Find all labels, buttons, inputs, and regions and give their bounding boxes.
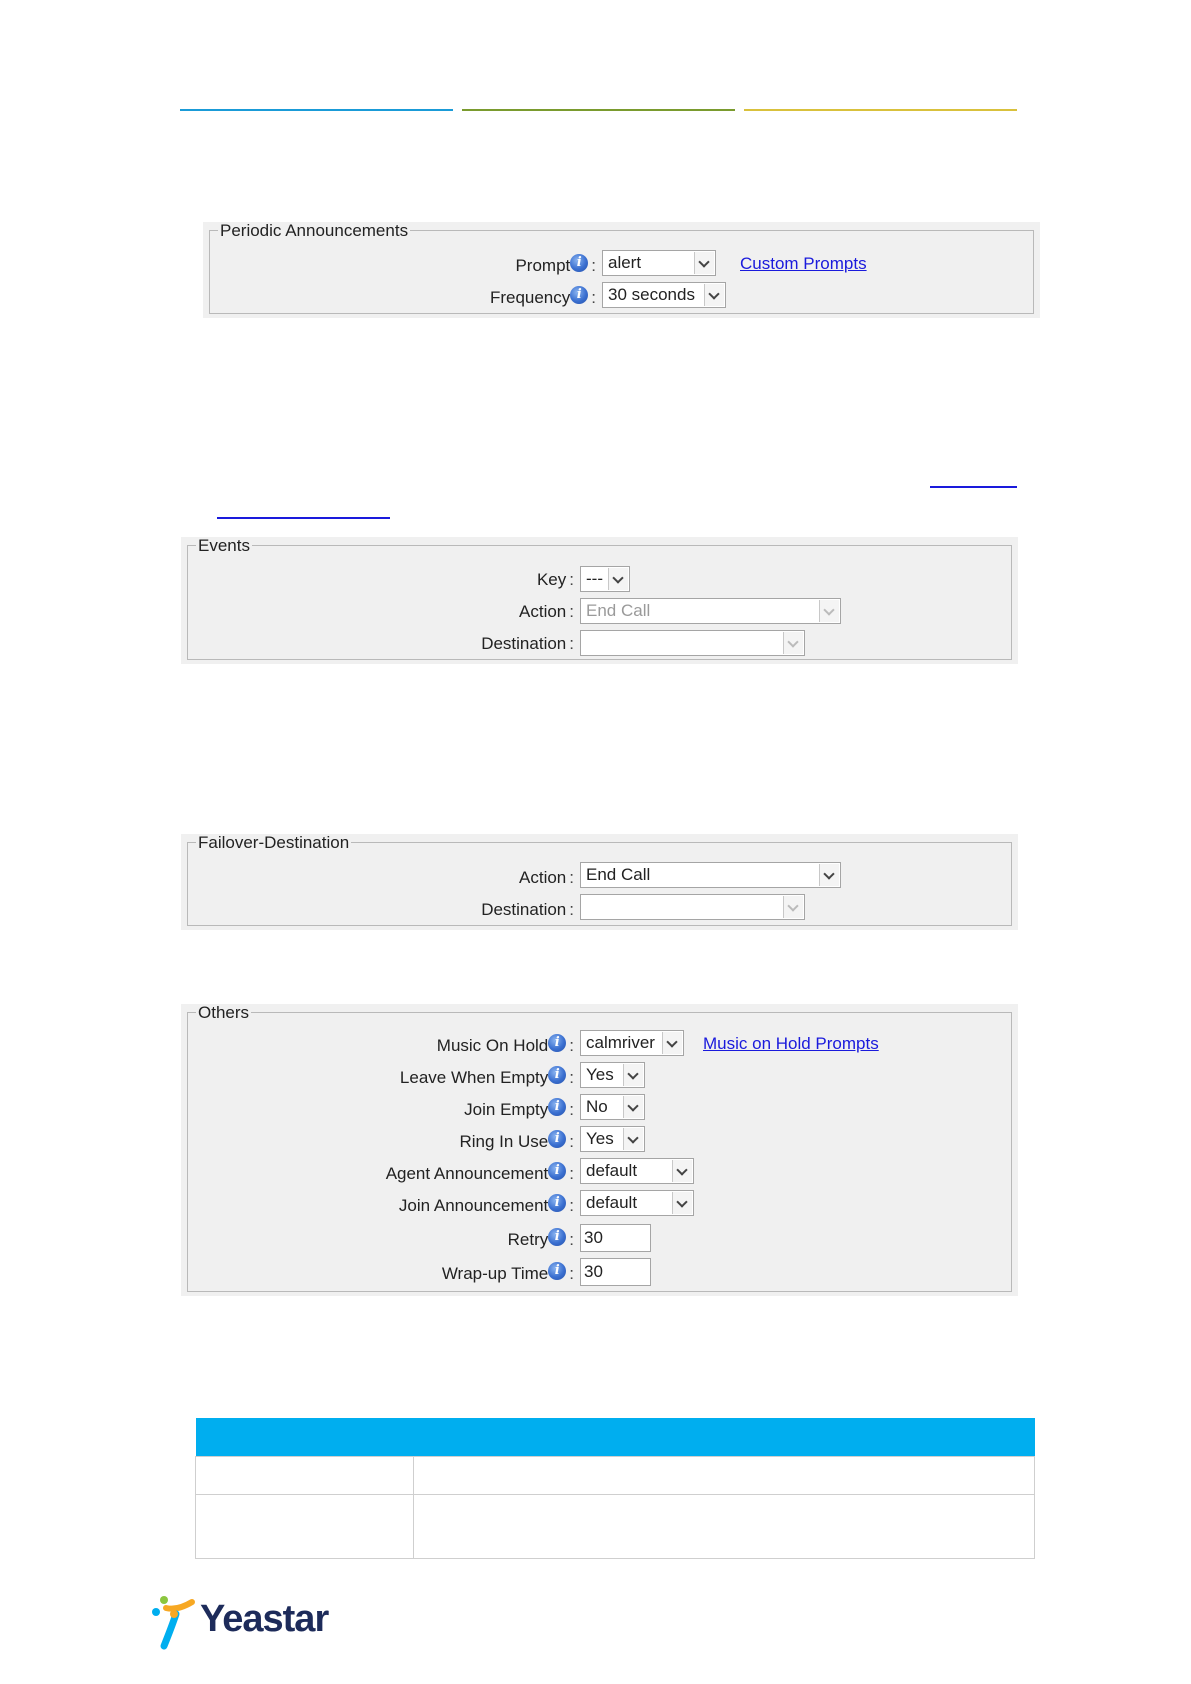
retry-row	[181, 1226, 574, 1252]
link-underline-fragment	[217, 517, 390, 519]
join-announcement-row	[181, 1192, 574, 1218]
header-line-blue	[180, 109, 453, 111]
table-cell	[196, 1457, 414, 1495]
wrapup-time-label-wrap: Wrap-up Time i :	[441, 1263, 574, 1283]
key-select-value: ---	[586, 569, 603, 588]
wrapup-time-input-value: 30	[584, 1262, 603, 1281]
chevron-down-icon	[694, 252, 714, 274]
event-action-row	[181, 598, 574, 624]
retry-label: Retry	[507, 1230, 549, 1249]
event-destination-select[interactable]	[580, 630, 805, 656]
ring-in-use-select[interactable]	[580, 1126, 645, 1152]
leave-when-empty-label: Leave When Empty	[399, 1068, 549, 1087]
frequency-select[interactable]	[602, 282, 726, 308]
periodic-announcements-screenshot	[203, 222, 1040, 318]
join-announcement-select-value: default	[586, 1193, 638, 1212]
leave-when-empty-row	[181, 1064, 574, 1090]
info-icon[interactable]: i	[570, 254, 588, 272]
leave-when-empty-select[interactable]	[580, 1062, 645, 1088]
info-icon[interactable]: i	[548, 1130, 566, 1148]
retry-label-wrap: Retry i :	[507, 1229, 574, 1249]
join-empty-select-value: No	[586, 1097, 608, 1116]
others-screenshot	[181, 1004, 1018, 1296]
prompt-select-value: alert	[608, 253, 642, 272]
failover-legend: Failover-Destination	[198, 833, 350, 852]
join-empty-select[interactable]	[580, 1094, 645, 1120]
frequency-row	[203, 284, 596, 310]
chevron-down-icon	[819, 600, 839, 622]
failover-screenshot	[181, 834, 1018, 930]
event-action-select-value: End Call	[586, 601, 651, 620]
chevron-down-icon	[623, 1064, 643, 1086]
periodic-announcements-legend: Periodic Announcements	[220, 221, 409, 240]
table-row	[196, 1495, 1035, 1559]
event-action-label-wrap: Action :	[519, 602, 574, 621]
leave-when-empty-select-value: Yes	[586, 1065, 614, 1084]
event-action-select[interactable]	[580, 598, 841, 624]
ring-in-use-label: Ring In Use	[459, 1132, 549, 1151]
table-cell	[414, 1457, 1035, 1495]
link-underline-fragment	[930, 486, 1017, 488]
music-on-hold-label: Music On Hold	[436, 1036, 549, 1055]
custom-prompts-link[interactable]: Custom Prompts	[740, 254, 867, 273]
join-empty-row	[181, 1096, 574, 1122]
info-icon[interactable]: i	[548, 1098, 566, 1116]
wrapup-time-row	[181, 1260, 574, 1286]
table-cell	[196, 1495, 414, 1559]
yeastar-logo-icon	[152, 1592, 200, 1652]
music-on-hold-label-wrap: Music On Hold i :	[436, 1035, 574, 1055]
music-on-hold-select[interactable]	[580, 1030, 684, 1056]
header-line-yellow	[744, 109, 1017, 111]
failover-destination-select[interactable]	[580, 894, 805, 920]
frequency-label: Frequency	[489, 288, 571, 307]
chevron-down-icon	[623, 1128, 643, 1150]
failover-action-row	[181, 864, 574, 890]
agent-announcement-label: Agent Announcement	[385, 1164, 549, 1183]
others-legend: Others	[198, 1003, 250, 1022]
chevron-down-icon	[783, 896, 803, 918]
join-announcement-select[interactable]	[580, 1190, 694, 1216]
frequency-label-wrap: Frequency i :	[489, 287, 596, 307]
event-destination-label-wrap: Destination :	[481, 634, 574, 653]
music-on-hold-select-value: calmriver	[586, 1033, 655, 1052]
key-label-wrap: Key :	[536, 570, 574, 589]
failover-destination-label: Destination	[481, 900, 567, 919]
ring-in-use-row	[181, 1128, 574, 1154]
event-action-label: Action	[519, 602, 567, 621]
prompt-label-wrap: Prompt i :	[515, 255, 596, 275]
frequency-select-value: 30 seconds	[608, 285, 695, 304]
events-screenshot	[181, 537, 1018, 664]
key-select[interactable]	[580, 566, 630, 592]
chevron-down-icon	[672, 1192, 692, 1214]
table-header	[196, 1418, 1035, 1457]
yeastar-logo-text: Yeastar	[200, 1598, 329, 1640]
prompt-label: Prompt	[515, 256, 571, 275]
agent-announcement-label-wrap: Agent Announcement i :	[385, 1163, 574, 1183]
wrapup-time-label: Wrap-up Time	[441, 1264, 549, 1283]
chevron-down-icon	[783, 632, 803, 654]
failover-action-label-wrap: Action :	[519, 868, 574, 887]
music-on-hold-row	[181, 1032, 574, 1058]
chevron-down-icon	[608, 568, 628, 590]
leave-when-empty-label-wrap: Leave When Empty i :	[399, 1067, 574, 1087]
wrapup-time-input[interactable]	[580, 1258, 651, 1286]
failover-action-select-value: End Call	[586, 865, 651, 884]
agent-announcement-row	[181, 1160, 574, 1186]
chevron-down-icon	[704, 284, 724, 306]
failover-action-label: Action	[519, 868, 567, 887]
retry-input-value: 30	[584, 1228, 603, 1247]
chevron-down-icon	[819, 864, 839, 886]
agent-announcement-select[interactable]	[580, 1158, 694, 1184]
key-label: Key	[536, 570, 567, 589]
info-icon[interactable]: i	[548, 1194, 566, 1212]
key-row	[181, 566, 574, 592]
header-line-green	[462, 109, 735, 111]
info-icon[interactable]: i	[548, 1034, 566, 1052]
ring-in-use-label-wrap: Ring In Use i :	[459, 1131, 574, 1151]
table-row	[196, 1457, 1035, 1495]
event-destination-label: Destination	[481, 634, 567, 653]
description-table	[195, 1418, 1035, 1559]
info-icon[interactable]: i	[548, 1162, 566, 1180]
info-icon[interactable]: i	[548, 1066, 566, 1084]
event-destination-row	[181, 630, 574, 656]
retry-input[interactable]	[580, 1224, 651, 1252]
yeastar-logo	[152, 1592, 332, 1652]
info-icon[interactable]: i	[548, 1228, 566, 1246]
music-on-hold-prompts-link[interactable]: Music on Hold Prompts	[703, 1034, 879, 1053]
failover-destination-label-wrap: Destination :	[481, 900, 574, 919]
table-cell	[414, 1495, 1035, 1559]
failover-action-select[interactable]	[580, 862, 841, 888]
chevron-down-icon	[662, 1032, 682, 1054]
failover-destination-row	[181, 896, 574, 922]
table-header-row	[196, 1418, 1035, 1457]
agent-announcement-select-value: default	[586, 1161, 638, 1180]
info-icon[interactable]: i	[570, 286, 588, 304]
prompt-select[interactable]	[602, 250, 716, 276]
ring-in-use-select-value: Yes	[586, 1129, 614, 1148]
prompt-row	[203, 252, 596, 278]
info-icon[interactable]: i	[548, 1262, 566, 1280]
join-announcement-label: Join Announcement	[398, 1196, 549, 1215]
events-legend: Events	[198, 536, 250, 555]
chevron-down-icon	[623, 1096, 643, 1118]
join-empty-label: Join Empty	[464, 1100, 549, 1119]
chevron-down-icon	[672, 1160, 692, 1182]
join-empty-label-wrap: Join Empty i :	[464, 1099, 574, 1119]
join-announcement-label-wrap: Join Announcement i :	[398, 1195, 574, 1215]
